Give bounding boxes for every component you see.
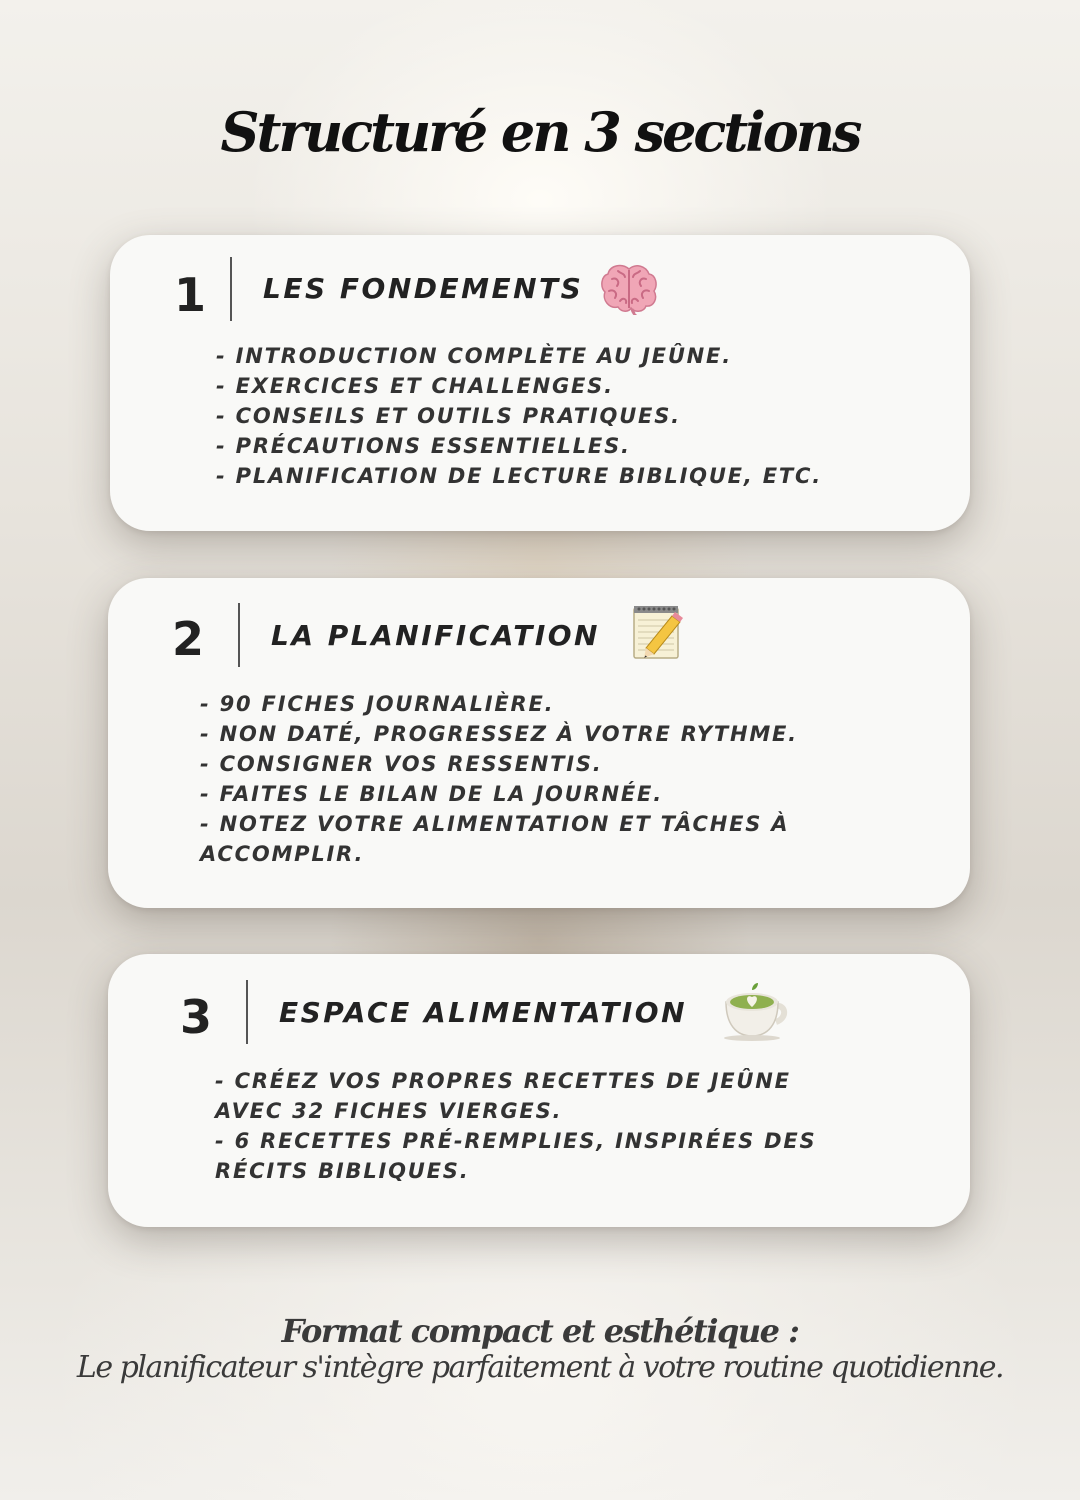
list-item: - 90 FICHES JOURNALIÈRE. [200, 692, 555, 716]
page-title: Structuré en 3 sections [220, 100, 860, 164]
list-item: - CONSIGNER VOS RESSENTIS. [200, 752, 603, 776]
brain-icon [600, 263, 658, 315]
section-number: 1 [174, 268, 207, 322]
list-item: - CONSEILS ET OUTILS PRATIQUES. [216, 404, 681, 428]
section-card-1 [110, 235, 970, 531]
list-item: - NON DATÉ, PROGRESSEZ À VOTRE RYTHME. [200, 722, 798, 746]
section-item-list [215, 1066, 816, 1186]
list-item: RÉCITS BIBLIQUES. [215, 1159, 470, 1183]
list-item: - PRÉCAUTIONS ESSENTIELLES. [216, 434, 631, 458]
section-divider [230, 257, 232, 321]
list-item: - PLANIFICATION DE LECTURE BIBLIQUE, ETC. [216, 464, 822, 488]
list-item: - CRÉEZ VOS PROPRES RECETTES DE JEÛNE [215, 1069, 791, 1093]
footer-text: Le planificateur s'intègre parfaitement à votre routine quotidienne. [76, 1350, 1004, 1385]
section-divider [238, 603, 240, 667]
section-card-3 [108, 954, 970, 1227]
section-heading: LA PLANIFICATION [271, 619, 600, 652]
section-number: 3 [180, 990, 213, 1044]
section-heading: LES FONDEMENTS [263, 272, 584, 305]
list-item: - EXERCICES ET CHALLENGES. [216, 374, 614, 398]
matcha-latte-icon [720, 980, 792, 1042]
list-item: ACCOMPLIR. [200, 842, 365, 866]
section-divider [246, 980, 248, 1044]
memo-icon [628, 602, 688, 662]
list-item: - NOTEZ VOTRE ALIMENTATION ET TÂCHES À [200, 812, 790, 836]
list-item: AVEC 32 FICHES VIERGES. [215, 1099, 563, 1123]
section-card-2 [108, 578, 970, 908]
list-item: - INTRODUCTION COMPLÈTE AU JEÛNE. [216, 344, 732, 368]
list-item: - FAITES LE BILAN DE LA JOURNÉE. [200, 782, 663, 806]
section-item-list [200, 689, 798, 869]
footer-heading: Format compact et esthétique : [281, 1312, 799, 1350]
list-item: - 6 RECETTES PRÉ-REMPLIES, INSPIRÉES DES [215, 1129, 817, 1153]
section-number: 2 [172, 612, 205, 666]
section-item-list [216, 341, 822, 491]
section-heading: ESPACE ALIMENTATION [279, 996, 687, 1029]
